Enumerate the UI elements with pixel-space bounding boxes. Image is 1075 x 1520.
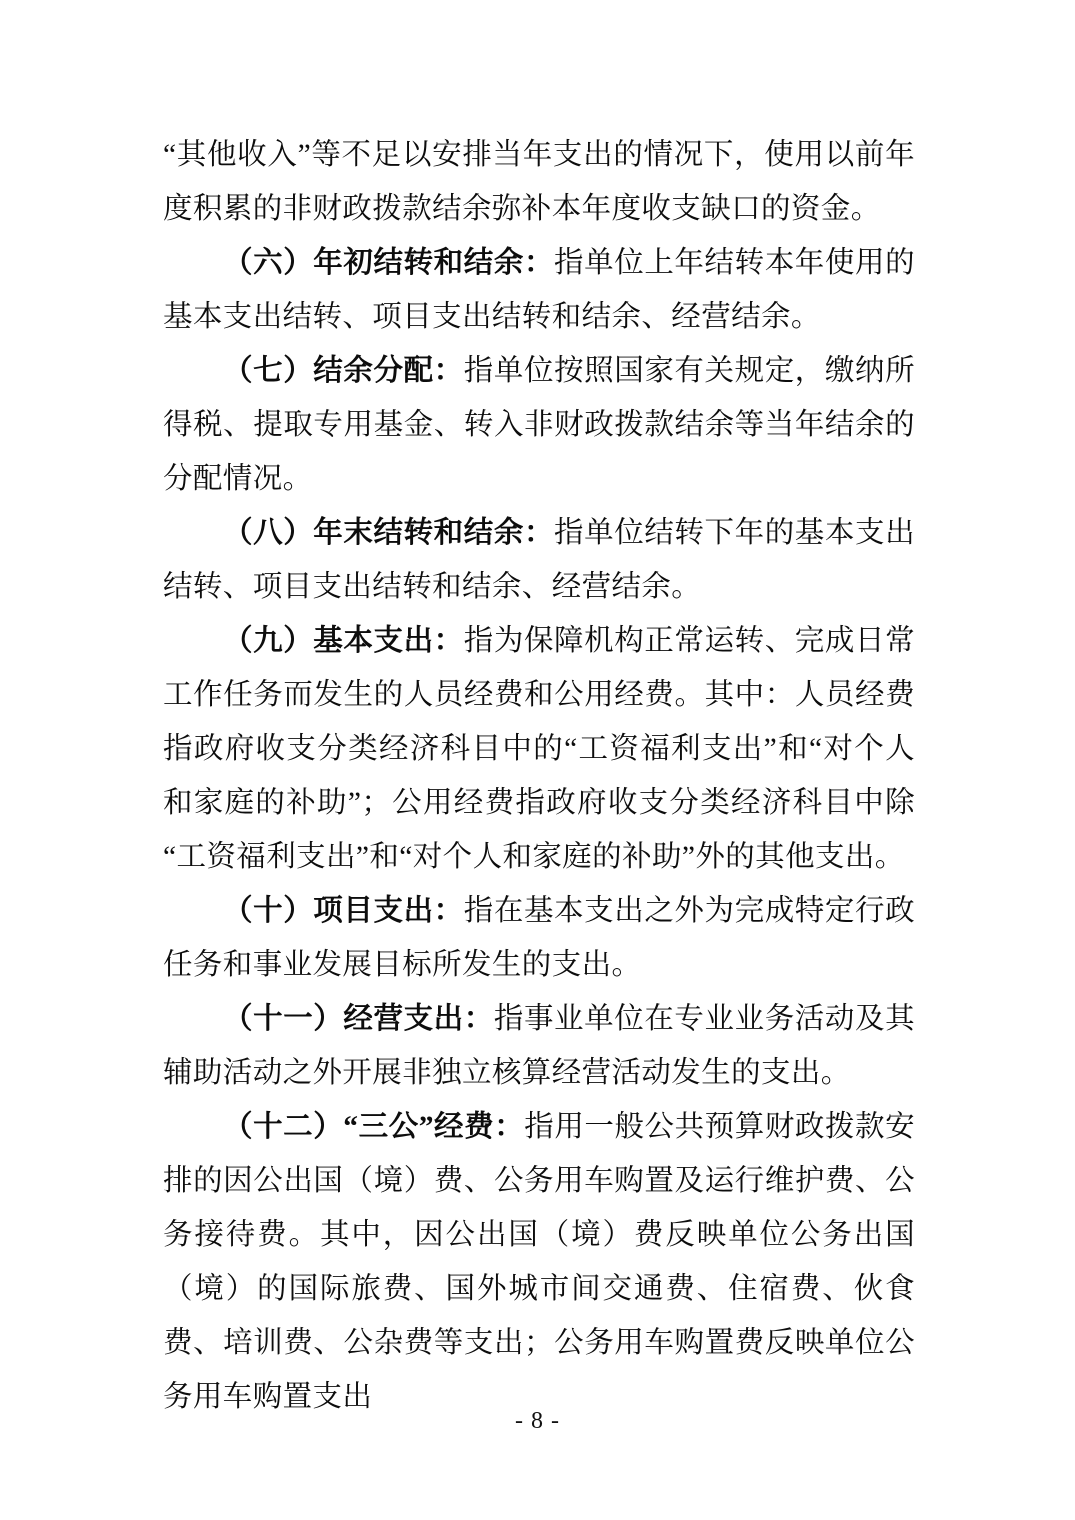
document-body (163, 128, 915, 1424)
page-number: - 8 - (515, 1408, 560, 1434)
paragraph-item-11 (163, 992, 915, 1100)
paragraph-lead-label: （七）结余分配： (223, 355, 464, 387)
paragraph-text: 指为保障机构正常运转、完成日常工作任务而发生的人员经费和公用经费。其中：人员经费指政府收支分类经济科目中的“工资福利支出”和“对个人和家庭的补助”；公用经费指政府收支分类经济科目中除“工资福利支出”和“对个人和家庭的补助”外的其他支出。 (163, 625, 915, 873)
paragraph-text: 指单位上年结转本年使用的基本支出结转、项目支出结转和结余、经营结余。 (163, 247, 915, 333)
paragraph-text: “其他收入”等不足以安排当年支出的情况下，使用以前年度积累的非财政拨款结余弥补本年度收支缺口的资金。 (163, 139, 915, 225)
paragraph-item-12 (163, 1100, 915, 1424)
paragraph-item-9 (163, 614, 915, 884)
paragraph-text: 指用一般公共预算财政拨款安排的因公出国（境）费、公务用车购置及运行维护费、公务接待费。其中，因公出国（境）费反映单位公务出国（境）的国际旅费、国外城市间交通费、住宿费、伙食费、培训费、公杂费等支出；公务用车购置费反映单位公务用车购置支出 (163, 1111, 915, 1413)
paragraph-lead-label: （十）项目支出： (223, 895, 464, 927)
paragraph-lead-label: （九）基本支出： (223, 625, 464, 657)
paragraph-lead-label: （六）年初结转和结余： (223, 247, 555, 279)
paragraph-lead-label: （十一）经营支出： (223, 1003, 494, 1035)
paragraph-text: 指单位按照国家有关规定，缴纳所得税、提取专用基金、转入非财政拨款结余等当年结余的分配情况。 (163, 355, 915, 495)
paragraph-lead-label: （十二）“三公”经费： (223, 1111, 525, 1143)
paragraph-item-10 (163, 884, 915, 992)
paragraph-text: 指在基本支出之外为完成特定行政任务和事业发展目标所发生的支出。 (163, 895, 915, 981)
paragraph-text: 指事业单位在专业业务活动及其辅助活动之外开展非独立核算经营活动发生的支出。 (163, 1003, 915, 1089)
paragraph-lead-label: （八）年末结转和结余： (223, 517, 555, 549)
paragraph-item-7 (163, 344, 915, 506)
paragraph-item-8 (163, 506, 915, 614)
paragraph-other-income (163, 128, 915, 236)
paragraph-text: 指单位结转下年的基本支出结转、项目支出结转和结余、经营结余。 (163, 517, 915, 603)
paragraph-item-6 (163, 236, 915, 344)
